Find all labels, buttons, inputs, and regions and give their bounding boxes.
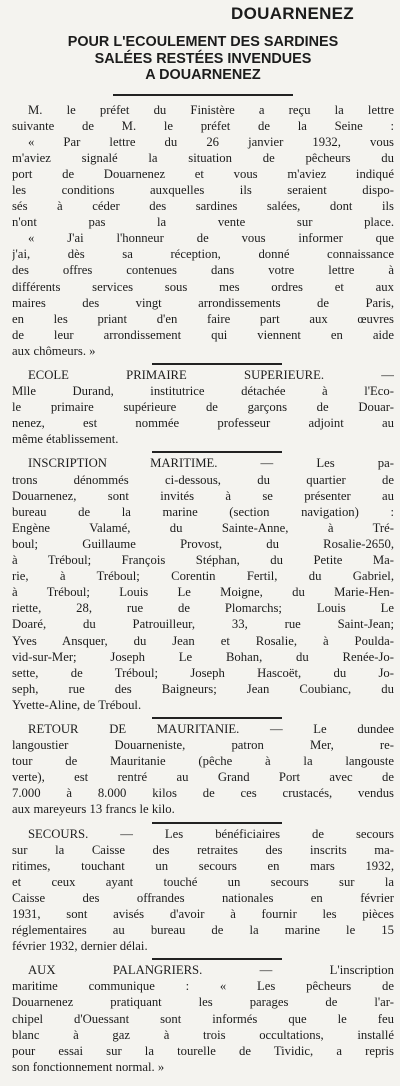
article-line: j'ai, dès sa réception, donné connaissance bbox=[12, 247, 394, 262]
article-separator bbox=[152, 822, 282, 824]
article-line: SECOURS. — Les bénéficiaires de secours bbox=[28, 826, 394, 841]
article-line: nenez, est nommée professeur adjoint au bbox=[12, 416, 394, 431]
article-line: M. le préfet du Finistère a reçu la lettre bbox=[28, 102, 394, 117]
article-line: sur la Caisse des retraites des inscrits ma- bbox=[12, 842, 394, 857]
article-ecole bbox=[12, 367, 394, 447]
article-separator bbox=[152, 451, 282, 453]
article-line: ritimes, touchant un secours en mars 1932, bbox=[12, 858, 394, 873]
article-line: AUX PALANGRIERS. — L'inscription bbox=[28, 963, 394, 978]
article-prefet bbox=[12, 102, 394, 360]
article-line: riette, 28, rue de Plomarchs; Louis Le bbox=[12, 601, 394, 616]
article-line: pour essai sur la tourelle de Tividic, a repris bbox=[12, 1043, 394, 1058]
article-line: Yves Ansquer, du Jean et Rosalie, à Poulda- bbox=[12, 633, 394, 648]
article-line: « J'ai l'honneur de vous informer que bbox=[28, 231, 394, 246]
article-line: « Par lettre du 26 janvier 1932, vous bbox=[28, 134, 394, 149]
article-line: et ceux ayant touché un secours sur la bbox=[12, 874, 394, 889]
article-line: aux chômeurs. » bbox=[12, 343, 96, 358]
article-line: février 1932, dernier délai. bbox=[12, 939, 148, 954]
headline bbox=[12, 34, 394, 84]
article-line: verte), est rentré au Grand Port avec de bbox=[12, 770, 394, 785]
article-line: bureau de la marine (section navigation) : bbox=[12, 504, 394, 519]
article-line: Mlle Durand, institutrice détachée à l'Eco- bbox=[12, 384, 394, 399]
article-separator bbox=[152, 717, 282, 719]
article-line: des offres contenues dans votre lettre à bbox=[12, 263, 394, 278]
article-line: port de Douarnenez et vous m'aviez indiqué bbox=[12, 166, 394, 181]
article-line: sés à céder des sardines salées, dont ils bbox=[12, 199, 394, 214]
article-line: ECOLE PRIMAIRE SUPERIEURE. — bbox=[28, 368, 394, 382]
article-line: à Tréboul; Louis Le Moigne, du Marie-Hen- bbox=[12, 585, 394, 600]
article-line: vid-sur-Mer; Joseph Le Bohan, du Renée-Jo- bbox=[12, 649, 394, 664]
article-line: Doaré, du Patrouilleur, 33, rue Saint-Jean; bbox=[12, 617, 394, 632]
article-line: blanc à gaz à trois occultations, installé bbox=[12, 1027, 394, 1042]
article-line: Douarnenez pratiquant les parages de l'ar- bbox=[12, 995, 394, 1010]
article-secours bbox=[12, 826, 394, 955]
headline-line: A DOUARNENEZ bbox=[145, 67, 261, 83]
article-retour bbox=[12, 721, 394, 818]
article-line: même établissement. bbox=[12, 432, 119, 447]
article-palangriers bbox=[12, 962, 394, 1075]
article-separator bbox=[152, 363, 282, 365]
headline-line: SALÉES RESTÉES INVENDUES bbox=[94, 50, 312, 67]
article-line: langoustier Douarneniste, patron Mer, re- bbox=[12, 738, 394, 753]
article-line: n'ont pas la vente sur place. bbox=[12, 215, 394, 230]
article-line: Douarnenez, sont invités à se présenter au bbox=[12, 488, 394, 503]
article-line: rie, à Tréboul; Corentin Fertil, du Gabriel, bbox=[12, 569, 394, 584]
article-separator bbox=[152, 958, 282, 960]
article-line: 1931, sont avisés d'avoir à fournir les pièces bbox=[12, 907, 394, 921]
article-line: les conditions auxquelles ils seraient dispo- bbox=[12, 182, 394, 197]
article-line: tour de Mauritanie (pêche à la langouste bbox=[12, 754, 394, 769]
article-body bbox=[12, 102, 394, 1075]
article-line: 7.000 à 8.000 kilos de ces crustacés, vendus bbox=[12, 786, 394, 801]
article-inscription bbox=[12, 455, 394, 713]
article-line: maires des vingt arrondissements de Paris, bbox=[12, 295, 394, 310]
article-line: Caisse des offrandes nationales en février bbox=[12, 890, 394, 905]
city-header: DOUARNENEZ bbox=[231, 4, 354, 23]
article-line: son fonctionnement normal. » bbox=[12, 1059, 165, 1074]
article-line: aux mareyeurs 13 francs le kilo. bbox=[12, 802, 175, 817]
article-line: sette, de Tréboul; Joseph Hascoët, du Jo- bbox=[12, 665, 394, 680]
article-line: seph, rue des Baigneurs; Jean Coubianc, du bbox=[12, 681, 394, 696]
article-line: différents services sous mes ordres et aux bbox=[12, 279, 394, 294]
article-line: de leur arrondissement qui viennent en aide bbox=[12, 327, 394, 342]
article-line: trons dénommés ci-dessous, du quartier de bbox=[12, 472, 394, 487]
article-line: à Tréboul; François Stéphan, du Petite Ma- bbox=[12, 553, 394, 568]
article-line: maritime communique : « Les pêcheurs de bbox=[12, 979, 394, 994]
article-line: RETOUR DE MAURITANIE. — Le dundee bbox=[28, 721, 394, 736]
article-line: réglementaires au bureau de la marine le 15 bbox=[12, 923, 394, 938]
article-line: Yvette-Aline, de Tréboul. bbox=[12, 697, 142, 712]
article-line: chipel d'Ouessant sont informés que le feu bbox=[12, 1011, 394, 1026]
headline-line: POUR L'ECOULEMENT DES SARDINES bbox=[67, 34, 339, 50]
article-line: INSCRIPTION MARITIME. — Les pa- bbox=[28, 456, 394, 471]
article-line: en les priant d'en faire part aux œuvres bbox=[12, 311, 394, 326]
article-line: Engène Valamé, du Sainte-Anne, à Tré- bbox=[12, 520, 394, 535]
article-line: le primaire supérieure de garçons de Douar- bbox=[12, 400, 394, 415]
article-line: suivante de M. le préfet de la Seine : bbox=[12, 118, 394, 133]
article-line: boul; Guillaume Provost, du Rosalie-2650, bbox=[12, 536, 394, 551]
headline-rule bbox=[113, 94, 293, 96]
article-line: m'aviez signalé la situation de pêcheurs du bbox=[12, 150, 394, 165]
